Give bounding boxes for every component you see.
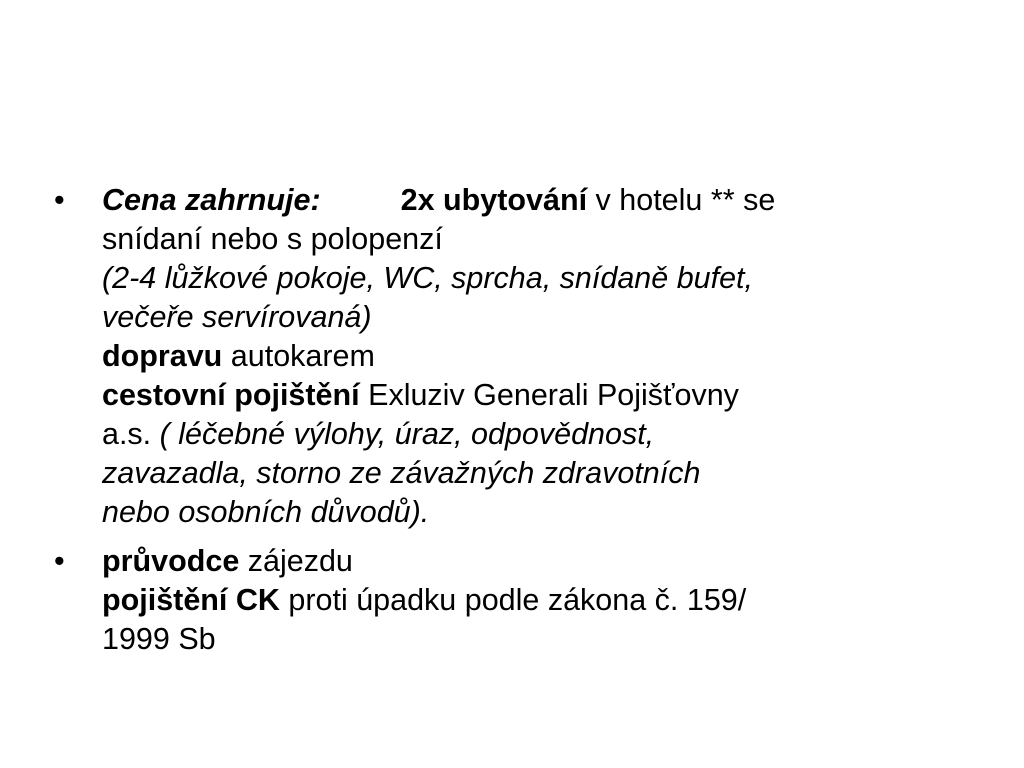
room-details-2: večeře servírovaná): [102, 300, 372, 334]
bullet-marker: •: [54, 544, 65, 578]
guide-text: zájezdu: [239, 544, 353, 578]
insurance-label: cestovní pojištění: [102, 378, 360, 412]
includes-label: Cena zahrnuje:: [102, 183, 321, 217]
bullet-item-guide: [54, 542, 974, 659]
insurance-company-suffix: a.s.: [102, 417, 160, 451]
bullet-item-included: [54, 181, 974, 532]
accommodation-text-2: snídaní nebo s polopenzí: [102, 222, 443, 256]
line-insurance-company: [102, 415, 974, 454]
line-guide: [102, 542, 974, 581]
transport-text: autokarem: [222, 339, 375, 373]
insurance-details-3: nebo osobních důvodů).: [102, 495, 430, 529]
insurance-details-1: ( léčebné výlohy, úraz, odpovědnost,: [159, 417, 655, 451]
line-insurance: [102, 376, 974, 415]
accommodation-text-1: v hotelu ** se: [587, 183, 776, 217]
insurance-text: Exluziv Generali Pojišťovny: [359, 378, 739, 412]
law-year: 1999 Sb: [102, 622, 216, 656]
bullet-list: [54, 181, 974, 669]
guide-label: průvodce: [102, 544, 240, 578]
ck-insurance-text: proti úpadku podle zákona č. 159/: [279, 583, 747, 617]
room-details-1: (2-4 lůžkové pokoje, WC, sprcha, snídaně bufet,: [102, 261, 753, 295]
transport-label: dopravu: [102, 339, 223, 373]
line-transport: [102, 337, 974, 376]
ck-insurance-label: pojištění CK: [102, 583, 280, 617]
insurance-details-2: zavazadla, storno ze závažných zdravotních: [102, 456, 701, 490]
line-ck-insurance: [102, 581, 974, 620]
accommodation-label: 2x ubytování: [400, 183, 588, 217]
line-1: [102, 181, 974, 220]
bullet-marker: •: [54, 183, 65, 217]
